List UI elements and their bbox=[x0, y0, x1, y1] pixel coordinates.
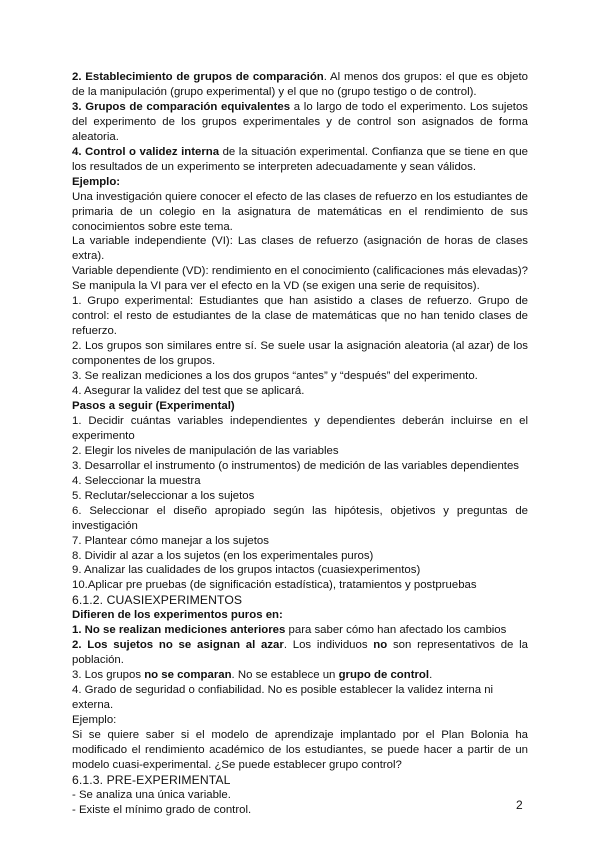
item-comparison-groups bbox=[72, 70, 528, 100]
quasi-example-label: Ejemplo: bbox=[72, 713, 117, 726]
document-body bbox=[72, 70, 528, 818]
step-2: 2. Elegir los niveles de manipulación de las variables bbox=[72, 444, 339, 457]
section-heading-cuasiexperimentos: 6.1.2. CUASIEXPERIMENTOS bbox=[72, 593, 243, 608]
pre-line-1: - Se analiza una única variable. bbox=[72, 788, 231, 801]
example-point-1: 1. Grupo experimental: Estudiantes que han asistido a clases de refuerzo. Grupo de control: el resto de estudiantes de la clase de matemáticas que no han tenido clases de refuerzo. bbox=[72, 295, 528, 338]
item-internal-validity bbox=[72, 145, 528, 175]
item-text: a lo largo de todo el experimento. Los sujetos del experimento de los grupos experimentales y de control son asignados de forma aleatoria. bbox=[72, 100, 528, 143]
pre-line-2: - Existe el mínimo grado de control. bbox=[72, 803, 252, 816]
example-vi: La variable independiente (VI): Las clases de refuerzo (asignación de horas de clases extra). bbox=[72, 235, 528, 263]
steps-heading: Pasos a seguir (Experimental) bbox=[72, 399, 235, 412]
item-title: 2. Establecimiento de grupos de comparación bbox=[72, 71, 324, 83]
example-point-4: 4. Asegurar la validez del test que se aplicará. bbox=[72, 385, 305, 398]
example-point-3: 3. Se realizan mediciones a los dos grupos “antes” y “después” del experimento. bbox=[72, 370, 478, 383]
step-10: 10.Aplicar pre pruebas (de significación estadística), tratamientos y postpruebas bbox=[72, 579, 477, 592]
step-6: 6. Seleccionar el diseño apropiado según las hipótesis, objetivos y preguntas de investigación bbox=[72, 504, 528, 532]
section-heading-pre-experimental: 6.1.3. PRE-EXPERIMENTAL bbox=[72, 772, 231, 787]
page-number: 2 bbox=[516, 798, 523, 812]
item-title: 4. Control o validez interna bbox=[72, 145, 220, 158]
step-1: 1. Decidir cuántas variables independientes y dependientes deberán incluirse en el experimento bbox=[72, 414, 528, 442]
step-3: 3. Desarrollar el instrumento (o instrumentos) de medición de las variables dependientes bbox=[72, 459, 519, 472]
quasi-diff-4: 4. Grado de seguridad o confiabilidad. No es posible establecer la validez interna ni externa. bbox=[72, 684, 494, 712]
item-title: 3. Grupos de comparación equivalentes bbox=[72, 100, 291, 113]
item-equivalent-groups bbox=[72, 100, 528, 145]
example-vd: Variable dependiente (VD): rendimiento en el conocimiento (calificaciones más elevadas)? Se manipula la VI para ver el efecto en la VD (se exigen una serie de requisitos). bbox=[72, 265, 528, 293]
example-intro: Una investigación quiere conocer el efecto de las clases de refuerzo en los estudiantes de primaria de un colegio en la asignatura de matemáticas en el rendimiento de sus conocimientos sobre este tema. bbox=[72, 190, 528, 233]
example-heading: Ejemplo: bbox=[72, 175, 121, 188]
item-text: de la situación experimental. Confianza que se tiene en que los resultados de un experimento se interpreten adecuadamente y sean válidos. bbox=[72, 145, 528, 173]
quasi-subheading: Difieren de los experimentos puros en: bbox=[72, 609, 283, 622]
quasi-example-text: Si se quiere saber si el modelo de aprendizaje implantado por el Plan Bolonia ha modificado el rendimiento académico de los estudiantes, se puede hacer a partir de un modelo cuasi-experimental. ¿Se puede establecer grupo control? bbox=[72, 728, 528, 771]
step-8: 8. Dividir al azar a los sujetos (en los experimentales puros) bbox=[72, 549, 374, 562]
step-5: 5. Reclutar/seleccionar a los sujetos bbox=[72, 489, 255, 502]
step-4: 4. Seleccionar la muestra bbox=[72, 474, 201, 487]
step-7: 7. Plantear cómo manejar a los sujetos bbox=[72, 534, 269, 547]
quasi-diff-2: 2. Los sujetos no se asignan al azar. Los individuos no son representativos de la población. bbox=[72, 639, 528, 667]
step-9: 9. Analizar las cualidades de los grupos intactos (cuasiexperimentos) bbox=[72, 564, 421, 577]
example-point-2: 2. Los grupos son similares entre sí. Se suele usar la asignación aleatoria (al azar) de los componentes de los grupos. bbox=[72, 340, 528, 368]
quasi-diff-1: 1. No se realizan mediciones anteriores para saber cómo han afectado los cambios bbox=[72, 624, 507, 637]
item-text: . Al menos dos grupos: el que es objeto de la manipulación (grupo experimental) y el que no (grupo testigo o de control). bbox=[72, 71, 528, 98]
quasi-diff-3: 3. Los grupos no se comparan. No se establece un grupo de control. bbox=[72, 669, 433, 682]
